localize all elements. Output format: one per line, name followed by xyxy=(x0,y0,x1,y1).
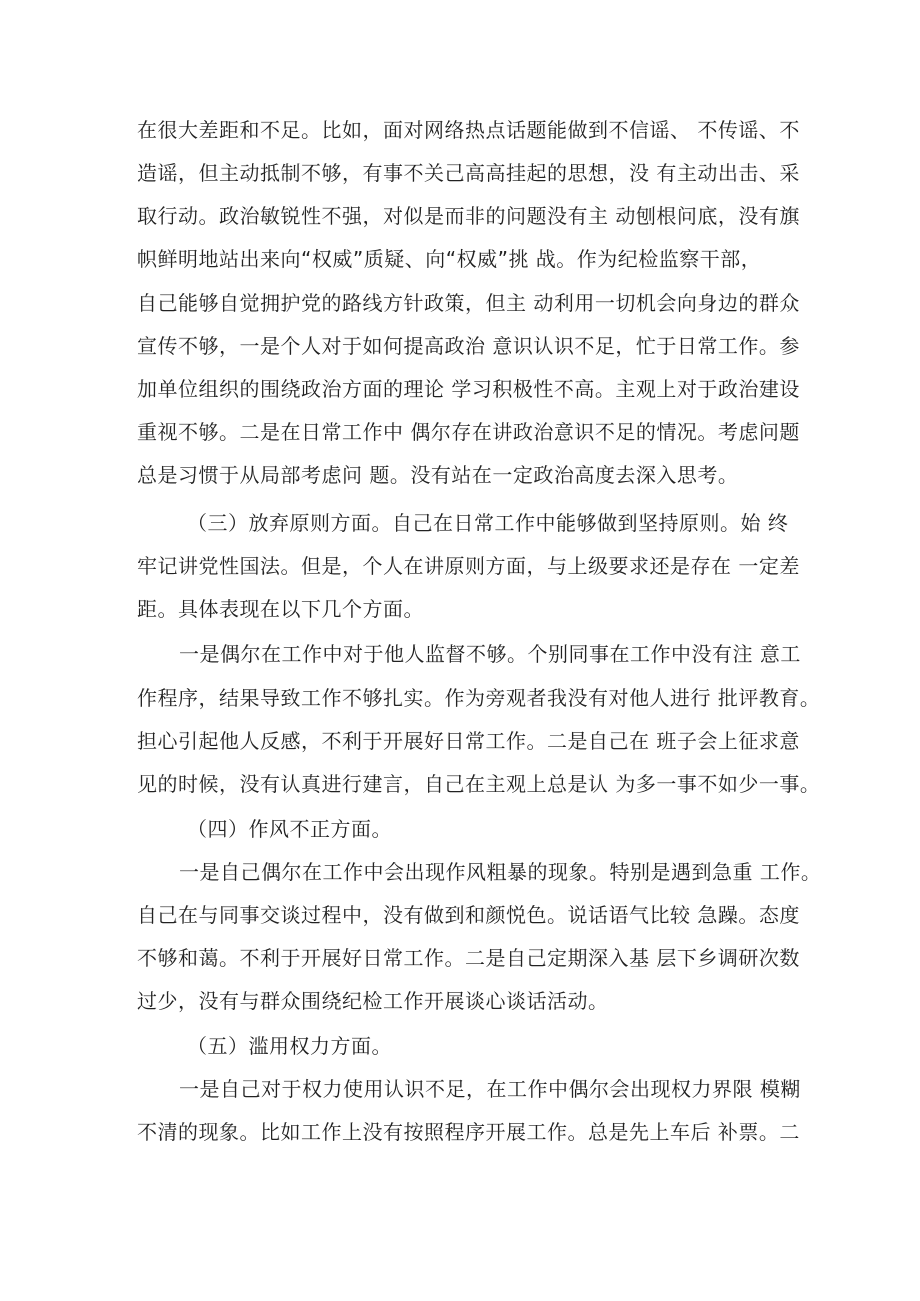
body-line-24: 不清的现象。比如工作上没有按照程序开展工作。总是先上车后 补票。二 xyxy=(137,1120,800,1144)
body-line-18: 一是自己偶尔在工作中会出现作风粗暴的现象。特别是遇到急重 工作。 xyxy=(179,860,822,884)
body-line-4: 帜鲜明地站出来向“权威”质疑、向“权威”挑 战。作为纪检监察干部， xyxy=(137,247,762,271)
body-line-21: 过少，没有与群众围绕纪检工作开展谈心谈话活动。 xyxy=(137,989,609,1013)
body-line-13: 一是偶尔在工作中对于他人监督不够。个别同事在工作中没有注 意工 xyxy=(179,642,801,666)
body-line-23: 一是自己对于权力使用认识不足，在工作中偶尔会出现权力界限 模糊 xyxy=(179,1077,801,1101)
body-line-8: 重视不够。二是在日常工作中 偶尔存在讲政治意识不足的情况。考虑问题 xyxy=(137,420,800,444)
body-line-20: 不够和蔼。不利于开展好日常工作。二是自己定期深入基 层下乡调研次数 xyxy=(137,946,800,970)
section-heading-4: （四）作风不正方面。 xyxy=(187,817,392,841)
body-line-16: 见的时候，没有认真进行建言，自己在主观上总是认 为多一事不如少一事。 xyxy=(137,772,821,796)
body-line-6: 宣传不够，一是个人对于如何提高政治 意识认识不足，忙于日常工作。参 xyxy=(137,334,800,358)
body-line-14: 作程序，结果导致工作不够扎实。作为旁观者我没有对他人进行 批评教育。 xyxy=(137,686,821,710)
body-line-5: 自己能够自觉拥护党的路线方针政策，但主 动利用一切机会向身边的群众 xyxy=(137,291,800,315)
section-heading-5: （五）滥用权力方面。 xyxy=(187,1034,392,1058)
body-line-19: 自己在与同事交谈过程中，没有做到和颜悦色。说话语气比较 急躁。态度 xyxy=(137,903,800,927)
body-line-15: 担心引起他人反感，不利于开展好日常工作。二是自己在 班子会上征求意 xyxy=(137,729,800,753)
section-heading-3: （三）放弃原则方面。自己在日常工作中能够做到坚持原则。始 终 xyxy=(187,511,789,535)
body-line-3: 取行动。政治敏锐性不强，对似是而非的问题没有主 动刨根问底，没有旗 xyxy=(137,204,800,228)
body-line-7: 加单位组织的围绕政治方面的理论 学习积极性不高。主观上对于政治建设 xyxy=(137,377,800,401)
body-line-11: 牢记讲党性国法。但是，个人在讲原则方面，与上级要求还是存在 一定差 xyxy=(137,554,800,578)
body-line-9: 总是习惯于从局部考虑问 题。没有站在一定政治高度去深入思考。 xyxy=(137,463,739,487)
body-line-12: 距。具体表现在以下几个方面。 xyxy=(137,597,424,621)
body-line-1: 在很大差距和不足。比如，面对网络热点话题能做到不信谣、 不传谣、不 xyxy=(137,118,800,142)
body-line-2: 造谣，但主动抵制不够，有事不关己高高挂起的思想，没 有主动出击、采 xyxy=(137,161,800,185)
